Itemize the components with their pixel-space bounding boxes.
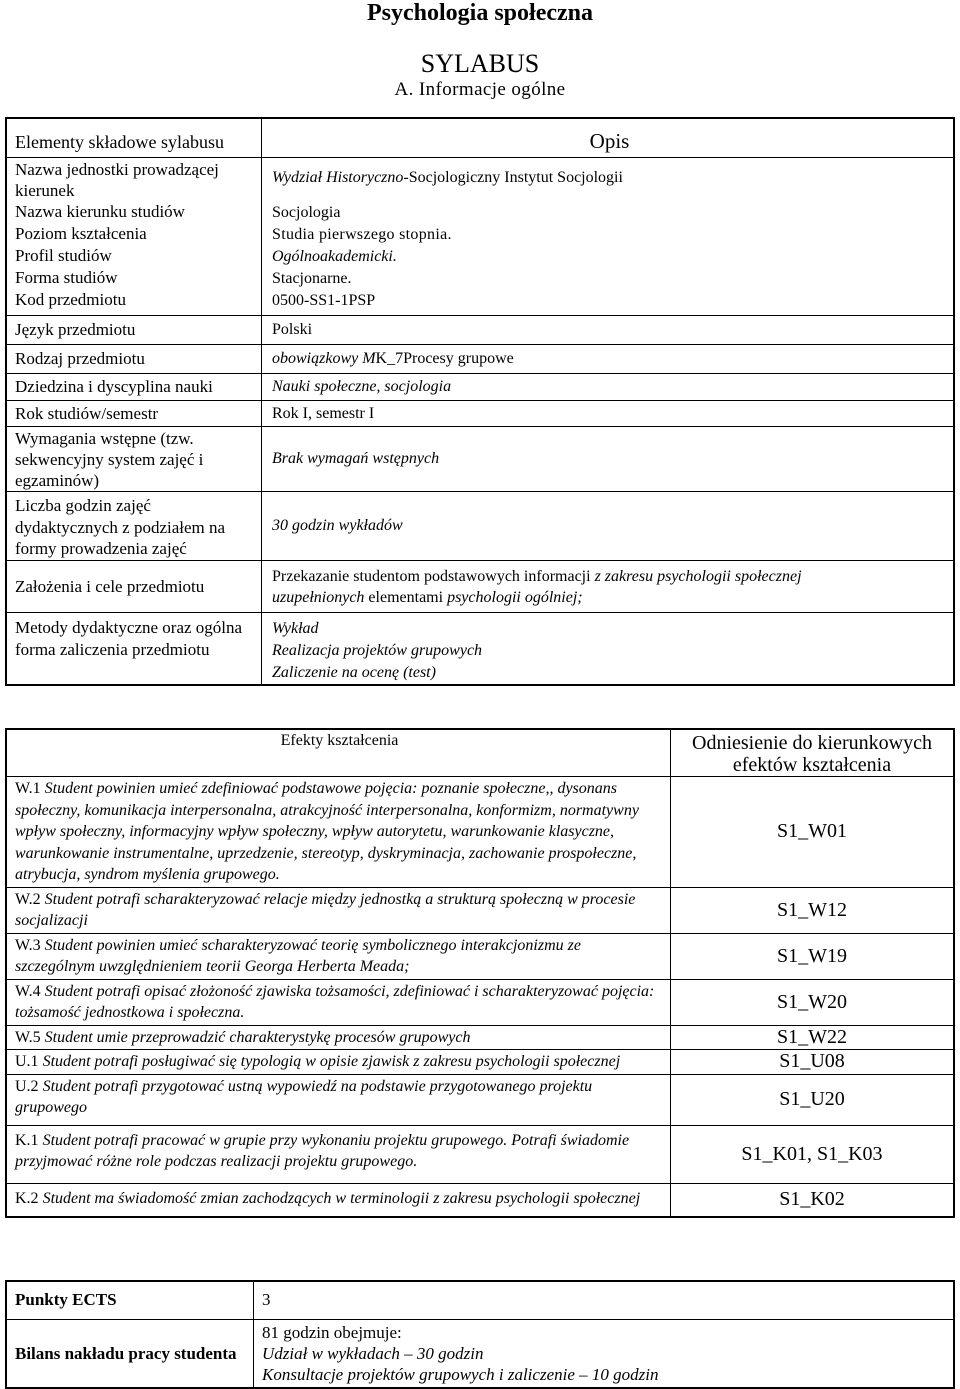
label-field: Nazwa kierunku studiów xyxy=(15,202,185,221)
value-year: Rok I, semestr I xyxy=(262,401,955,427)
label-type: Rodzaj przedmiotu xyxy=(6,345,262,374)
outcome-text: W.5 Student umie przeprowadzić charakterystykę procesów grupowych xyxy=(6,1025,671,1050)
section-heading: A. Informacje ogólne xyxy=(394,79,566,100)
value-form: Stacjonarne. xyxy=(272,270,352,287)
outcome-ref: S1_K02 xyxy=(671,1183,955,1217)
value-code: 0500-SS1-1PSP xyxy=(272,292,376,309)
label-profile: Profil studiów xyxy=(15,246,112,265)
value-level: Studia pierwszego stopnia. xyxy=(272,226,452,243)
outcomes-table xyxy=(5,728,955,1218)
balance-line: 81 godzin obejmuje: xyxy=(262,1322,402,1342)
label-year: Rok studiów/semestr xyxy=(6,401,262,427)
value-unit: Wydział Historyczno-Socjologiczny Instytut Socjologii xyxy=(272,169,623,186)
outcome-ref: S1_W12 xyxy=(671,887,955,933)
value-domain: Nauki społeczne, socjologia xyxy=(262,374,955,401)
outcome-ref: S1_W01 xyxy=(671,777,955,888)
value-goals: Przekazanie studentom podstawowych informacji z zakresu psychologii społecznej uzupełnionych elementami psychologii ogólniej; xyxy=(262,561,955,613)
outcome-text: U.2 Student potrafi przygotować ustną wypowiedź na podstawie przygotowanego projektu grupowego xyxy=(6,1074,671,1125)
outcome-ref: S1_U08 xyxy=(671,1050,955,1075)
label-level: Poziom kształcenia xyxy=(15,224,147,243)
value-field: Socjologia xyxy=(272,204,341,221)
ects-table xyxy=(5,1280,955,1389)
outcome-text: W.1 Student powinien umieć zdefiniować podstawowe pojęcia: poznanie społeczne,, dysonans społeczny, komunikacja interpersonalna, atrakcyjność interpersonalna, konformizm, normatywny wpływ społeczny, informacyjny wpływ społeczny, wpływ autorytetu, warunkowanie klasyczne, warunkowanie instrumentalne, uprzedzenie, stereotyp, dyskryminacja, zachowanie prospołeczne, atrybucja, syndrom myślenia grupowego. xyxy=(6,777,671,888)
page-title: Psychologia społeczna xyxy=(367,0,593,26)
info-table xyxy=(5,117,955,686)
info-labels-block xyxy=(6,158,262,316)
value-prerequisites: Brak wymagań wstępnych xyxy=(262,427,955,492)
outcome-text: K.2 Student ma świadomość zmian zachodzących w terminologii z zakresu psychologii społecznej xyxy=(6,1183,671,1217)
method-item: Wykład xyxy=(272,620,319,637)
syllabus-heading: SYLABUS xyxy=(420,49,540,78)
label-language: Język przedmiotu xyxy=(6,316,262,345)
outcome-text: U.1 Student potrafi posługiwać się typologią w opisie zjawisk z zakresu psychologii społecznej xyxy=(6,1050,671,1075)
ects-label: Punkty ECTS xyxy=(6,1281,254,1319)
outcome-text: W.4 Student potrafi opisać złożoność zjawiska tożsamości, zdefiniować i scharakteryzować pojęcia: tożsamość jednostkowa i społeczna. xyxy=(6,979,671,1025)
label-goals: Założenia i cele przedmiotu xyxy=(6,561,262,613)
method-item: Zaliczenie na ocenę (test) xyxy=(272,664,436,681)
label-methods: Metody dydaktyczne oraz ogólna forma zaliczenia przedmiotu xyxy=(6,613,262,686)
outcome-text: W.3 Student powinien umieć scharakteryzować teorię symbolicznego interakcjonizmu ze szczególnym uwzględnieniem teorii Georga Herberta Meada; xyxy=(6,933,671,979)
balance-line: Udział w wykładach – 30 godzin xyxy=(262,1343,484,1363)
balance-line: Konsultacje projektów grupowych i zaliczenie – 10 godzin xyxy=(262,1364,659,1384)
method-item: Realizacja projektów grupowych xyxy=(272,642,483,659)
label-code: Kod przedmiotu xyxy=(15,290,126,309)
outcome-ref: S1_U20 xyxy=(671,1074,955,1125)
outcome-ref: S1_W22 xyxy=(671,1025,955,1050)
label-hours: Liczba godzin zajęć dydaktycznych z podziałem na formy prowadzenia zajęć xyxy=(6,492,262,561)
reference-header: Odniesienie do kierunkowych efektów kształcenia xyxy=(671,729,955,777)
value-profile: Ogólnoakademicki. xyxy=(272,248,397,265)
value-methods xyxy=(262,613,955,686)
info-header-right: Opis xyxy=(262,118,955,158)
info-values-block xyxy=(262,158,955,316)
balance-value xyxy=(254,1319,955,1388)
label-prerequisites: Wymagania wstępne (tzw. sekwencyjny system zajęć i egzaminów) xyxy=(6,427,262,492)
value-language: Polski xyxy=(262,316,955,345)
value-hours: 30 godzin wykładów xyxy=(262,492,955,561)
value-type: obowiązkowy MK_7Procesy grupowe xyxy=(262,345,955,374)
ects-value: 3 xyxy=(254,1281,955,1319)
balance-label: Bilans nakładu pracy studenta xyxy=(6,1319,254,1388)
outcome-text: W.2 Student potrafi scharakteryzować relacje między jednostką a strukturą społeczną w procesie socjalizacji xyxy=(6,887,671,933)
outcome-ref: S1_K01, S1_K03 xyxy=(671,1125,955,1183)
outcomes-header: Efekty kształcenia xyxy=(6,729,671,777)
outcome-ref: S1_W19 xyxy=(671,933,955,979)
outcome-ref: S1_W20 xyxy=(671,979,955,1025)
info-header-left: Elementy składowe sylabusu xyxy=(6,118,262,158)
label-domain: Dziedzina i dyscyplina nauki xyxy=(6,374,262,401)
outcome-text: K.1 Student potrafi pracować w grupie przy wykonaniu projektu grupowego. Potrafi świadomie przyjmować różne role podczas realizacji projektu grupowego. xyxy=(6,1125,671,1183)
label-unit: Nazwa jednostki prowadzącej kierunek xyxy=(15,160,219,200)
label-form: Forma studiów xyxy=(15,268,118,287)
